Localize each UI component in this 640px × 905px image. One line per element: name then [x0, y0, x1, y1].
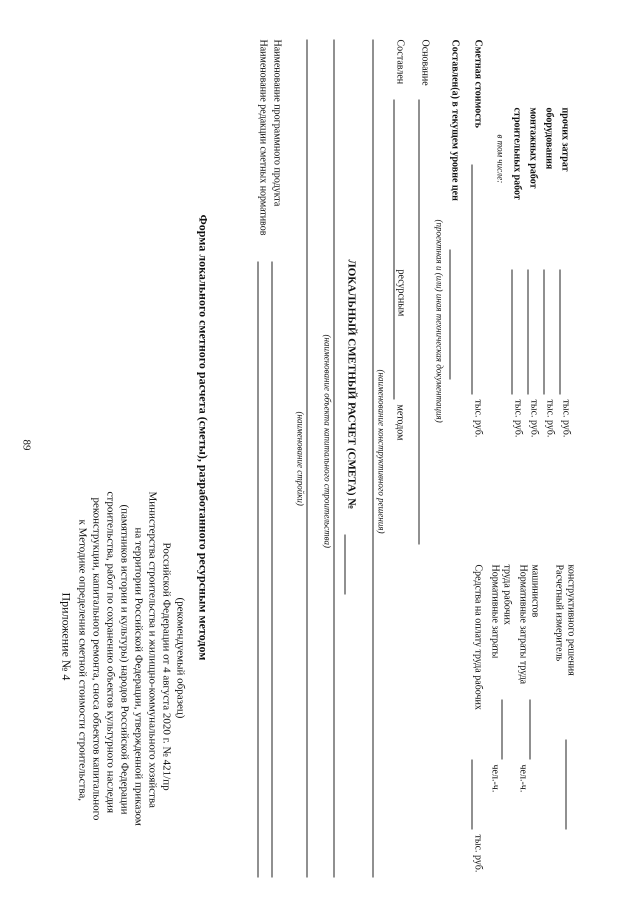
estimate-title: ЛОКАЛЬНЫЙ СМЕТНЫЙ РАСЧЕТ (СМЕТА) №	[345, 259, 358, 510]
labor-workers-label-1: Нормативные затраты	[489, 564, 501, 659]
wages-unit: тыс. руб.	[472, 834, 484, 873]
cost-item-unit: тыс. руб.	[512, 399, 524, 438]
cost-item-unit: тыс. руб.	[528, 399, 540, 438]
cost-label: Сметная стоимость	[472, 39, 484, 128]
cost-item-label: оборудования	[543, 107, 555, 170]
labor-workers-label-2: труда рабочих	[501, 564, 513, 625]
appendix-line-8: (рекомендуемый образец)	[174, 597, 187, 719]
including-label: в том числе:	[495, 134, 506, 184]
page-number: 89	[20, 439, 33, 451]
composed-label: Составлен	[394, 39, 406, 85]
meter-label-2: конструктивного решения	[565, 564, 577, 676]
labor-workers-unit: чел.-ч.	[489, 764, 501, 793]
composed-line	[394, 100, 395, 400]
software-label: Наименование программного продукта	[271, 39, 283, 207]
cost-item-label: монтажных работ	[527, 107, 539, 189]
price-level-line	[450, 250, 451, 380]
cost-item-label: строительных работ	[511, 107, 523, 200]
labor-machinists-line	[530, 700, 531, 760]
object-line	[334, 40, 335, 878]
labor-workers-line	[502, 700, 503, 760]
cost-line	[472, 165, 473, 395]
appendix-line-5: на территории Российской Федерации, утвержденной приказом	[132, 527, 145, 826]
appendix-line-1: к Методике определения сметной стоимости строительства,	[76, 519, 89, 802]
price-level-label: Составлен(а) в текущем уровне цен	[449, 39, 461, 201]
basis-label: Основание	[419, 39, 431, 86]
norms-edition-line	[258, 262, 259, 878]
work-line	[373, 40, 374, 878]
construction-caption: (наименование стройки)	[295, 411, 306, 506]
appendix-title: Приложение № 4	[59, 592, 74, 681]
rotated-content	[1, 0, 640, 905]
appendix-line-3: строительства, работ по сохранению объектов культурного наследия	[104, 491, 117, 814]
construction-line	[307, 40, 308, 878]
wages-line	[472, 760, 473, 830]
form-title: Форма локального сметного расчета (сметы), разработанного ресурсным методом	[196, 214, 211, 661]
cost-item-label: прочих затрат	[559, 107, 571, 172]
composed-value: ресурсным	[395, 269, 407, 317]
cost-item-unit: тыс. руб.	[560, 399, 572, 438]
labor-machinists-label-2: машинистов	[529, 564, 541, 618]
appendix-line-4: (памятников истории и культуры) народов Российской Федерации	[118, 504, 131, 815]
estimate-number-line	[345, 535, 346, 595]
meter-label-1: Расчетный измеритель	[553, 564, 565, 662]
labor-machinists-unit: чел.-ч.	[517, 764, 529, 793]
cost-item-line	[544, 270, 545, 395]
cost-item-line	[560, 270, 561, 395]
norms-edition-label: Наименование редакции сметных нормативов	[257, 39, 269, 236]
appendix-line-7: Российской Федерации от 4 августа 2020 г. № 421/пр	[160, 542, 173, 791]
cost-item-line	[528, 270, 529, 395]
docs-caption: (проектная и (или) иная техническая документация)	[434, 219, 445, 423]
cost-item-unit: тыс. руб.	[544, 399, 556, 438]
software-line	[272, 262, 273, 878]
cost-item-line	[512, 270, 513, 395]
cost-unit: тыс. руб.	[472, 399, 484, 438]
basis-line	[419, 100, 420, 545]
meter-line	[566, 740, 567, 830]
work-caption: (наименование конструктивного решения)	[376, 369, 387, 534]
appendix-line-2: реконструкции, капитального ремонта, сноса объектов капитального	[90, 497, 103, 821]
appendix-line-6: Министерства строительства и жилищно-коммунального хозяйства	[146, 491, 159, 808]
wages-label: Средства на оплату труда рабочих	[472, 564, 484, 710]
object-caption: (наименование объекта капитального строительства)	[322, 334, 333, 548]
labor-machinists-label-1: Нормативные затраты труда	[517, 564, 529, 685]
composed-suffix: методом	[394, 404, 406, 441]
